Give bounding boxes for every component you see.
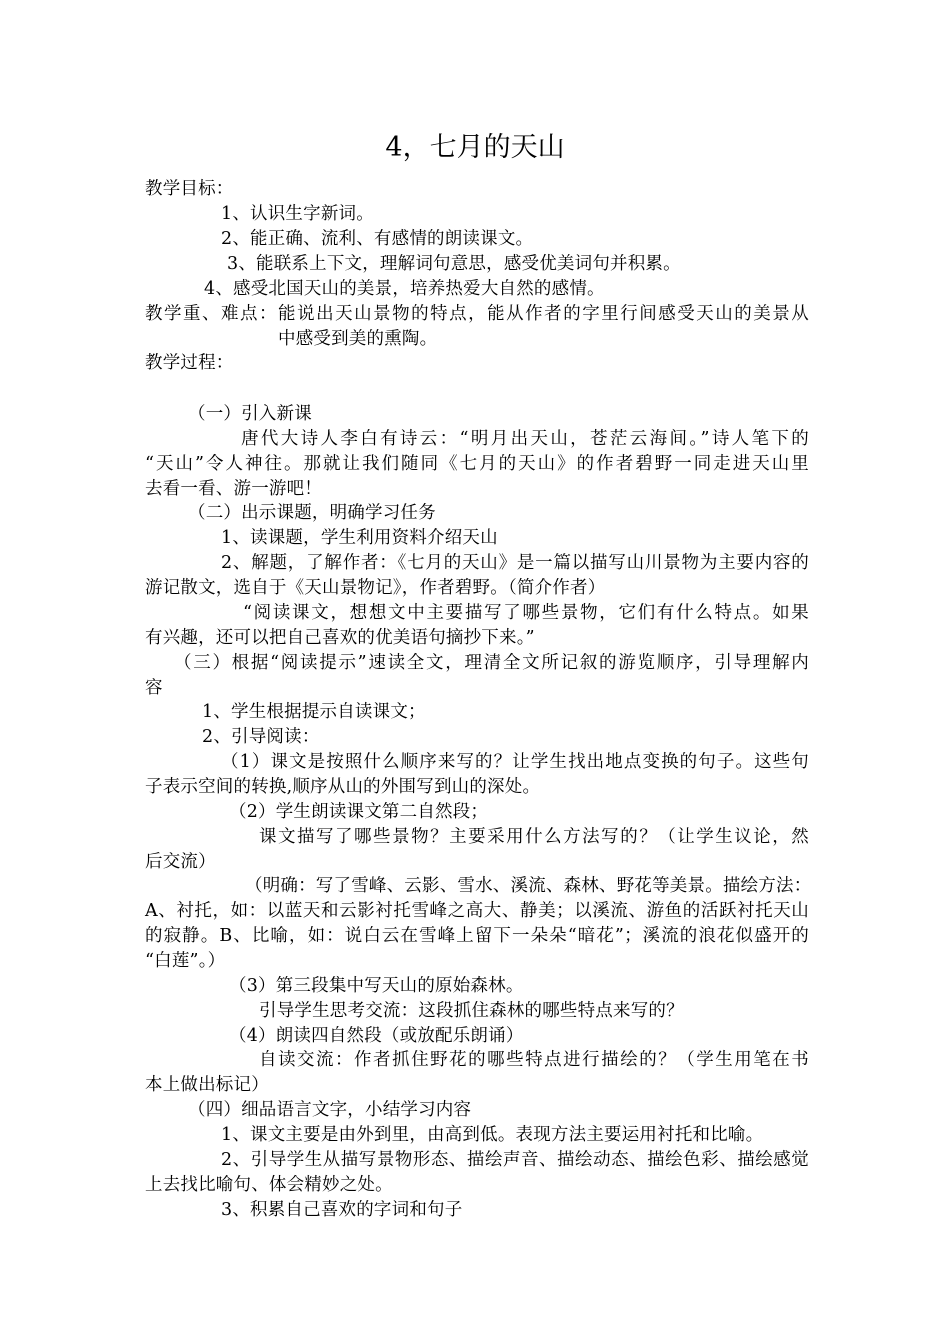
- paragraph-line: 上去找比喻句、体会精妙之处。: [145, 1175, 393, 1195]
- section-heading-3-cont: 容: [145, 678, 163, 698]
- section-heading-2: （二）出示课题，明确学习任务: [188, 503, 436, 523]
- paragraph-line: 2、解题，了解作者：《七月的天山》是一篇以描写山川景物为主要内容的: [221, 553, 809, 573]
- paragraph-line: 后交流）: [145, 852, 216, 872]
- section-heading-4: （四）细品语言文字，小结学习内容: [188, 1100, 472, 1120]
- section-heading-3: （三）根据“阅读提示”速读全文，理清全文所记叙的游览顺序，引导理解内: [174, 653, 809, 673]
- key-points-line: 中感受到美的熏陶。: [278, 329, 438, 349]
- section-heading-1: （一）引入新课: [188, 404, 312, 424]
- objective-item: 3、能联系上下文，理解词句意思，感受优美词句并积累。: [227, 254, 681, 274]
- paragraph-line: “阅读课文，想想文中主要描写了哪些景物，它们有什么特点。如果: [243, 603, 809, 623]
- paragraph-line: 唐代大诗人李白有诗云：“明月出天山，苍茫云海间。”诗人笔下的: [241, 429, 809, 449]
- objective-item: 1、认识生字新词。: [221, 204, 374, 224]
- paragraph-line: （4）朗读四自然段（或放配乐朗诵）: [229, 1026, 524, 1046]
- paragraph-line: 本上做出标记）: [145, 1075, 269, 1095]
- paragraph-line: 3、积累自己喜欢的字词和句子: [221, 1200, 463, 1220]
- paragraph-line: 游记散文，选自于《天山景物记》，作者碧野。（简介作者）: [145, 578, 606, 598]
- key-points-line: 教学重、难点：能说出天山景物的特点，能从作者的字里行间感受天山的美景从: [145, 304, 809, 324]
- paragraph-line: 课文描写了哪些景物？主要采用什么方法写的？（让学生议论，然: [259, 827, 809, 847]
- paragraph-line: A、衬托，如：以蓝天和云影衬托雪峰之高大、静美；以溪流、游鱼的活跃衬托天山: [145, 901, 809, 921]
- paragraph-line: 有兴趣，还可以把自己喜欢的优美语句摘抄下来。”: [145, 628, 535, 648]
- paragraph-line: 1、课文主要是由外到里，由高到低。表现方法主要运用衬托和比喻。: [221, 1125, 764, 1145]
- paragraph-line: 子表示空间的转换,顺序从山的外围写到山的深处。: [145, 777, 541, 797]
- process-heading: 教学过程：: [145, 353, 234, 373]
- paragraph-line: 2、引导阅读：: [202, 727, 320, 747]
- objective-item: 4、感受北国天山的美景，培养热爱大自然的感情。: [204, 279, 605, 299]
- paragraph-line: “白莲”。）: [145, 951, 226, 971]
- paragraph-line: 自读交流：作者抓住野花的哪些特点进行描绘的？（学生用笔在书: [259, 1050, 809, 1070]
- page-title: 4，七月的天山: [385, 132, 565, 163]
- paragraph-line: （3）第三段集中写天山的原始森林。: [229, 976, 524, 996]
- paragraph-line: （明确：写了雪峰、云影、雪水、溪流、森林、野花等美景。描绘方法：: [245, 876, 812, 896]
- paragraph-line: 1、学生根据提示自读课文；: [202, 702, 426, 722]
- paragraph-line: 引导学生思考交流：这段抓住森林的哪些特点来写的？: [259, 1001, 684, 1021]
- paragraph-line: “天山”令人神往。那就让我们随同《七月的天山》的作者碧野一同走进天山里: [145, 454, 809, 474]
- paragraph-line: 去看一看、游一游吧！: [145, 479, 322, 499]
- objective-item: 2、能正确、流利、有感情的朗读课文。: [221, 229, 534, 249]
- paragraph-line: 的寂静。B、比喻，如：说白云在雪峰上留下一朵朵“暗花”；溪流的浪花似盛开的: [145, 926, 809, 946]
- paragraph-line: 2、引导学生从描写景物形态、描绘声音、描绘动态、描绘色彩、描绘感觉: [221, 1150, 809, 1170]
- paragraph-line: 1、读课题，学生利用资料介绍天山: [221, 528, 498, 548]
- paragraph-line: （1）课文是按照什么顺序来写的？让学生找出地点变换的句子。这些句: [221, 752, 809, 772]
- paragraph-line: （2）学生朗读课文第二自然段；: [229, 802, 489, 822]
- objectives-heading: 教学目标：: [145, 179, 234, 199]
